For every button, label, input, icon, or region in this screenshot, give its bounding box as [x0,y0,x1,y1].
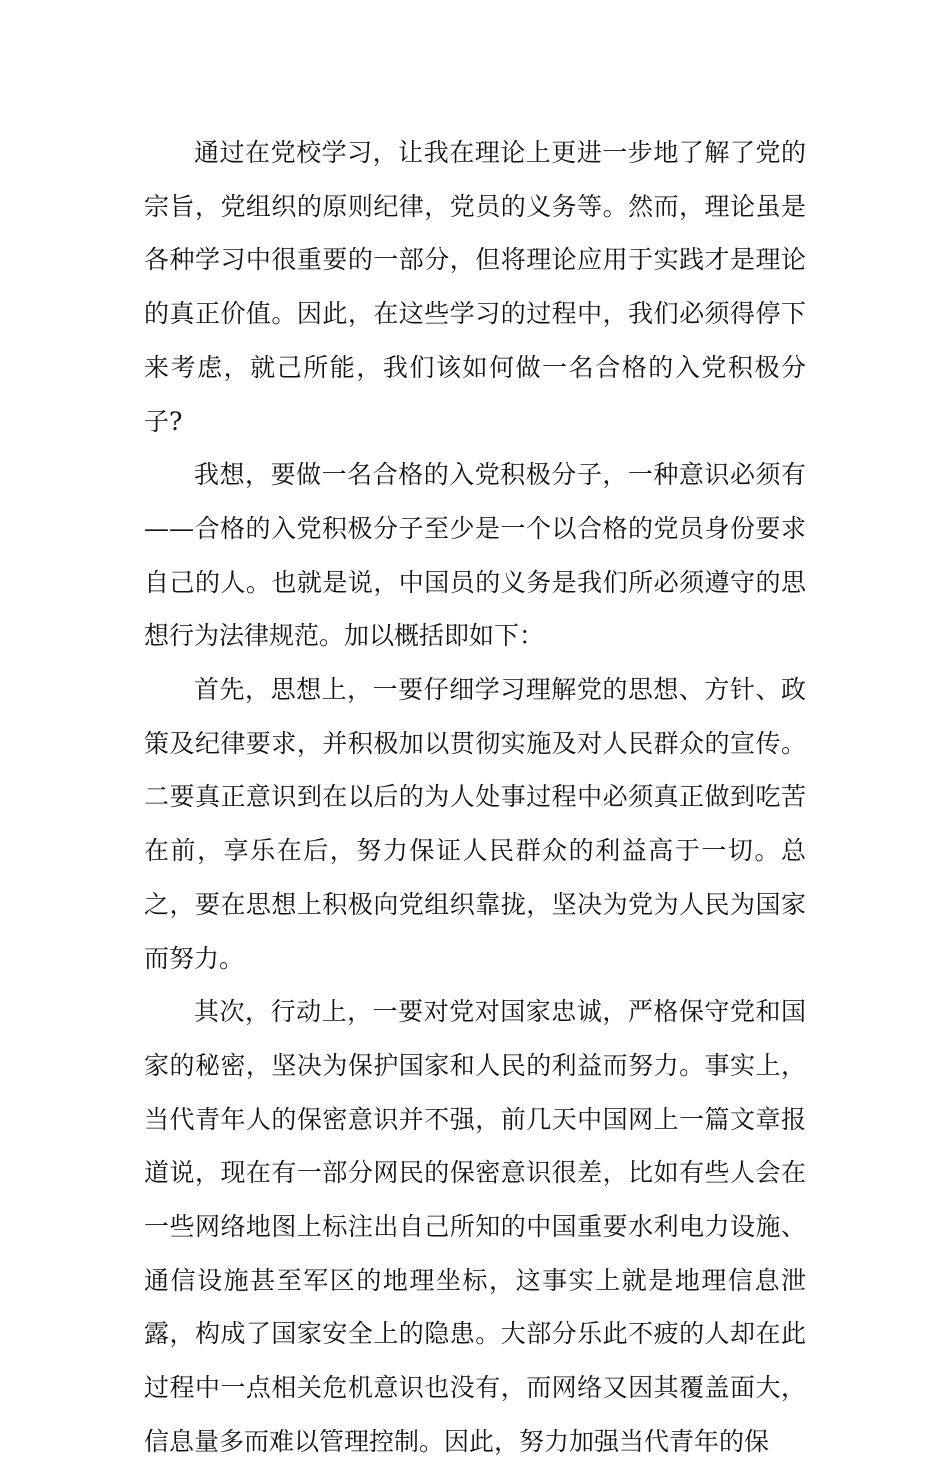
document-body [144,126,806,1469]
paragraph-2: 我想，要做一名合格的入党积极分子，一种意识必须有——合格的入党积极分子至少是一个以合格的党员身份要求自己的人。也就是说，中国员的义务是我们所必须遵守的思想行为法律规范。加以概括即如下： [144,460,806,651]
paragraph-1: 通过在党校学习，让我在理论上更进一步地了解了党的宗旨，党组织的原则纪律，党员的义务等。然而，理论虽是各种学习中很重要的一部分，但将理论应用于实践才是理论的真正价值。因此，在这些学习的过程中，我们必须得停下来考虑，就己所能，我们该如何做一名合格的入党积极分子? [144,138,806,436]
paragraph-3: 首先，思想上，一要仔细学习理解党的思想、方针、政策及纪律要求，并积极加以贯彻实施及对人民群众的宣传。二要真正意识到在以后的为人处事过程中必须真正做到吃苦在前，享乐在后，努力保证人民群众的利益高于一切。总之，要在思想上积极向党组织靠拢，坚决为党为人民为国家而努力。 [144,675,806,973]
paragraph-4: 其次，行动上，一要对党对国家忠诚，严格保守党和国家的秘密，坚决为保护国家和人民的利益而努力。事实上，当代青年人的保密意识并不强，前几天中国网上一篇文章报道说，现在有一部分网民的保密意识很差，比如有些人会在一些网络地图上标注出自己所知的中国重要水利电力设施、通信设施甚至军区的地理坐标，这事实上就是地理信息泄露，构成了国家安全上的隐患。大部分乐此不疲的人却在此过程中一点相关危机意识也没有，而网络又因其覆盖面大，信息量多而难以管理控制。因此，努力加强当代青年的保 [144,997,806,1456]
